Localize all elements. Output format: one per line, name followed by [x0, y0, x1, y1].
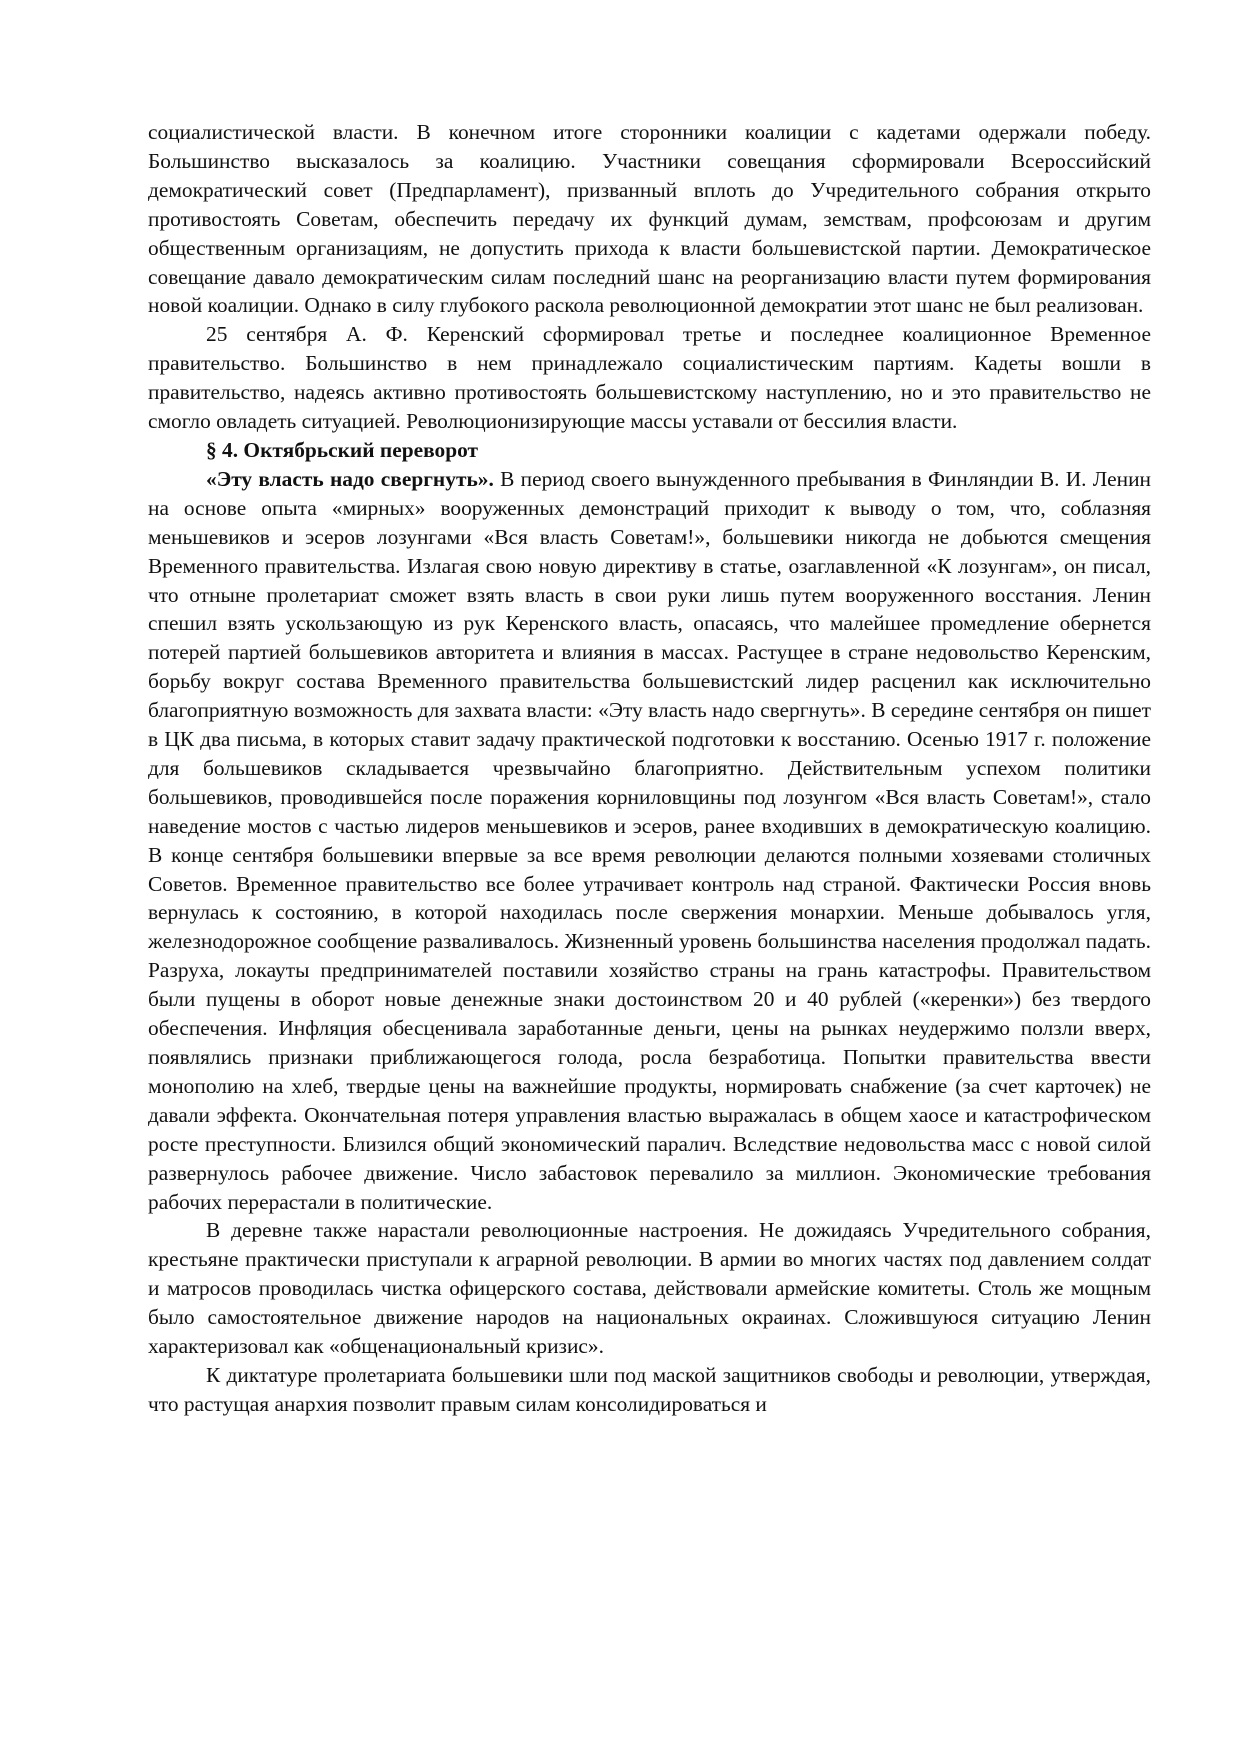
paragraph-countryside: В деревне также нарастали революционные настроения. Не дожидаясь Учредительного собрания, крестьяне практически приступали к аграрной революции. В армии во многих частях под давлением солдат и матросов проводилась чистка офицерского состава, действовали армейские комитеты. Столь же мощным было самостоятельное движение народов на национальных окраинах. Сложившуюся ситуацию Ленин характеризовал как «общенациональный кризис». — [148, 1218, 1151, 1359]
paragraph-overthrow — [148, 465, 1151, 1217]
paragraph-dictatorship: К диктатуре пролетариата большевики шли под маской защитников свободы и революции, утверждая, что растущая анархия позволит правым силам консолидироваться и — [148, 1362, 1151, 1416]
paragraph-third-coalition: 25 сентября А. Ф. Керенский сформировал третье и последнее коалиционное Временное правительство. Большинство в нем принадлежало социалистическим партиям. Кадеты вошли в правительство, надеясь активно противостоять большевистскому наступлению, но и это правительство не смогло овладеть ситуацией. Революционизирующие массы уставали от бессилия власти. — [148, 322, 1151, 434]
paragraph-overthrow-body: В период своего вынужденного пребывания в Финляндии В. И. Ленин на основе опыта «мирных» вооруженных демонстраций приходит к выводу о том, что, соблазняя меньшевиков и эсеров лозунгами «Вся власть Советам!», большевики никогда не добьются смещения Временного правительства. Излагая свою новую директиву в статье, озаглавленной «К лозунгам», он писал, что отныне пролетариат сможет взять власть в свои руки лишь путем вооруженного восстания. Ленин спешил взять ускользающую из рук Керенского власть, опасаясь, что малейшее промедление обернется потерей партией большевиков авторитета и влияния в массах. Растущее в стране недовольство Керенским, борьбу вокруг состава Временного правительства большевистский лидер расценил как исключительно благоприятную возможность для захвата власти: «Эту власть надо свергнуть». В середине сентября он пишет в ЦК два письма, в которых ставит задачу практической подготовки к восстанию. Осенью 1917 г. положение для большевиков складывается чрезвычайно благоприятно. Действительным успехом политики большевиков, проводившейся после поражения корниловщины под лозунгом «Вся власть Советам!», стало наведение мостов с частью лидеров меньшевиков и эсеров, ранее входивших в демократическую коалицию. В конце сентября большевики впервые за все время революции делаются полными хозяевами столичных Советов. Временное правительство все более утрачивает контроль над страной. Фактически Россия вновь вернулась к состоянию, в которой находилась после свержения монархии. Меньше добывалось угля, железнодорожное сообщение разваливалось. Жизненный уровень большинства населения продолжал падать. Разруха, локауты предпринимателей поставили хозяйство страны на грань катастрофы. Правительством были пущены в оборот новые денежные знаки достоинством 20 и 40 рублей («керенки») без твердого обеспечения. Инфляция обесценивала заработанные деньги, цены на рынках неудержимо ползли вверх, появлялись признаки приближающегося голода, росла безработица. Попытки правительства ввести монополию на хлеб, твердые цены на важнейшие продукты, нормировать снабжение (за счет карточек) не давали эффекта. Окончательная потеря управления властью выражалась в общем хаосе и катастрофическом росте преступности. Близился общий экономический паралич. Вследствие недовольства масс с новой силой развернулось рабочее движение. Число забастовок перевалило за миллион. Экономические требования рабочих перерастали в политические. — [148, 466, 1151, 1214]
section-heading: § 4. Октябрьский переворот — [206, 437, 479, 462]
paragraph-coalition-outcome: социалистической власти. В конечном итоге сторонники коалиции с кадетами одержали победу. Большинство высказалось за коалицию. Участники совещания сформировали Всероссийский демократический совет (Предпарламент), призванный вплоть до Учредительного собрания открыто противостоять Советам, обеспечить передачу их функций думам, земствам, профсоюзам и другим общественным организациям, не допустить прихода к власти большевистской партии. Демократическое совещание давало демократическим силам последний шанс на реорганизацию власти путем формирования новой коалиции. Однако в силу глубокого раскола революционной демократии этот шанс не был реализован. — [148, 120, 1151, 318]
document-page — [148, 118, 1151, 1419]
paragraph-lead-phrase: «Эту власть надо свергнуть». — [206, 466, 494, 491]
